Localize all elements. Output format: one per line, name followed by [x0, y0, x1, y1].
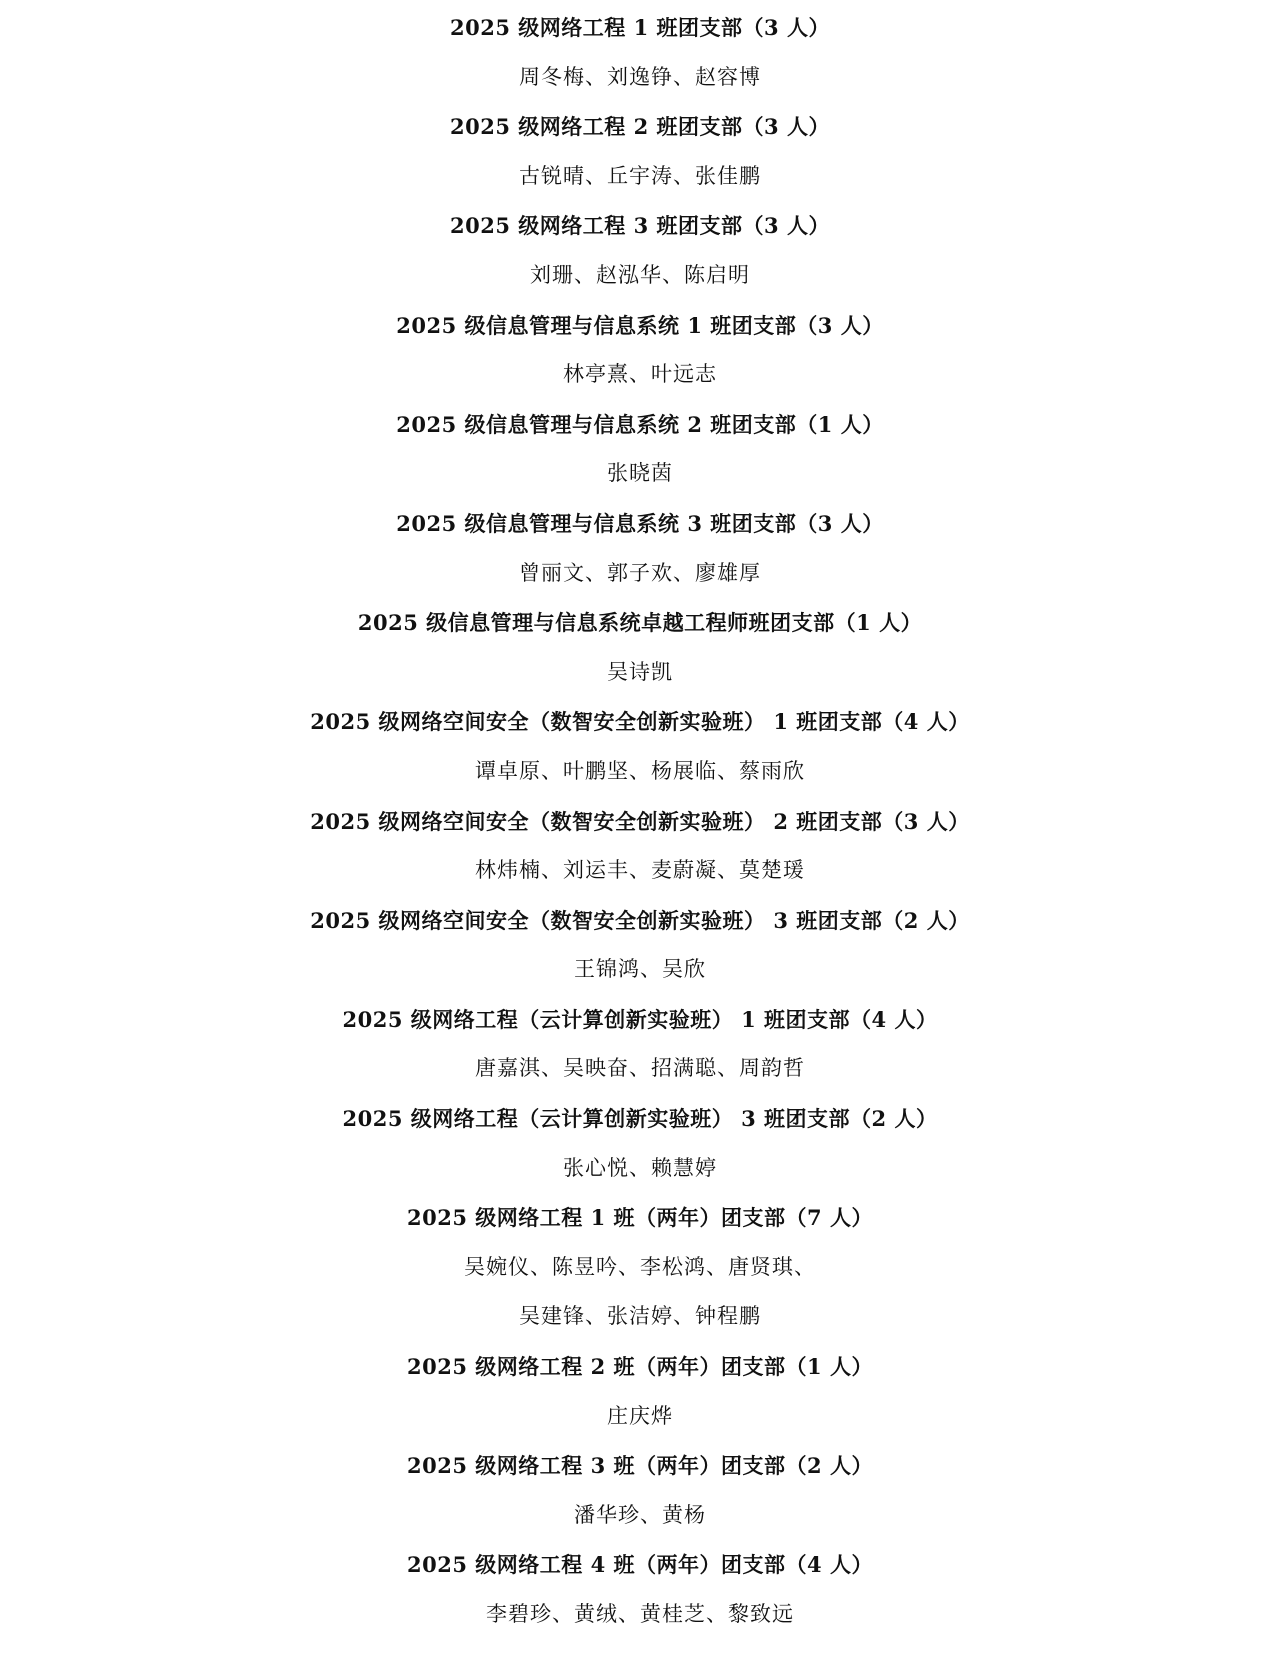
document-body [0, 3, 1280, 1640]
member-list: 吴婉仪、陈昱吟、李松鸿、唐贤琪、 [464, 1254, 816, 1279]
branch-heading: 2025 级网络空间安全（数智安全创新实验班） 2 班团支部（3 人） [310, 808, 970, 834]
member-list: 林炜楠、刘运丰、麦蔚凝、莫楚瑗 [475, 858, 805, 883]
member-list: 周冬梅、刘逸铮、赵容博 [519, 64, 761, 89]
branch-heading: 2025 级网络工程 1 班团支部（3 人） [450, 15, 830, 40]
branch-heading: 2025 级信息管理与信息系统 3 班团支部（3 人） [396, 510, 884, 536]
member-list: 唐嘉淇、吴映奋、招满聪、周韵哲 [475, 1056, 805, 1081]
branch-heading: 2025 级网络工程 2 班团支部（3 人） [450, 114, 830, 140]
member-list: 古锐晴、丘宇涛、张佳鹏 [519, 163, 761, 188]
member-list: 庄庆烨 [607, 1403, 673, 1428]
branch-heading: 2025 级网络工程 1 班（两年）团支部（7 人） [407, 1205, 873, 1231]
member-list: 吴诗凯 [607, 659, 673, 684]
branch-heading: 2025 级网络空间安全（数智安全创新实验班） 1 班团支部（4 人） [310, 709, 970, 735]
branch-heading: 2025 级网络工程（云计算创新实验班） 1 班团支部（4 人） [342, 1006, 938, 1032]
branch-heading: 2025 级信息管理与信息系统 1 班团支部（3 人） [396, 312, 884, 338]
branch-heading: 2025 级网络工程 2 班（两年）团支部（1 人） [407, 1354, 873, 1380]
member-list: 张晓茵 [607, 461, 673, 486]
member-list-continued: 吴建锋、张洁婷、钟程鹏 [519, 1304, 761, 1329]
branch-heading: 2025 级网络工程 3 班（两年）团支部（2 人） [407, 1453, 873, 1479]
branch-heading: 2025 级信息管理与信息系统卓越工程师班团支部（1 人） [357, 610, 923, 636]
member-list: 谭卓原、叶鹏坚、杨展临、蔡雨欣 [475, 758, 805, 783]
member-list: 潘华珍、黄杨 [574, 1502, 706, 1527]
member-list: 刘珊、赵泓华、陈启明 [530, 262, 750, 287]
member-list: 林亭熹、叶远志 [563, 362, 717, 387]
member-list: 王锦鸿、吴欣 [574, 957, 706, 982]
branch-heading: 2025 级网络工程 4 班（两年）团支部（4 人） [407, 1552, 873, 1578]
branch-heading: 2025 级信息管理与信息系统 2 班团支部（1 人） [396, 411, 884, 437]
branch-heading: 2025 级网络工程（云计算创新实验班） 3 班团支部（2 人） [342, 1106, 938, 1132]
branch-heading: 2025 级网络空间安全（数智安全创新实验班） 3 班团支部（2 人） [310, 907, 970, 933]
member-list: 张心悦、赖慧婷 [563, 1155, 717, 1180]
member-list: 李碧珍、黄绒、黄桂芝、黎致远 [486, 1602, 794, 1626]
member-list: 曾丽文、郭子欢、廖雄厚 [519, 560, 761, 585]
branch-heading: 2025 级网络工程 3 班团支部（3 人） [450, 213, 830, 239]
